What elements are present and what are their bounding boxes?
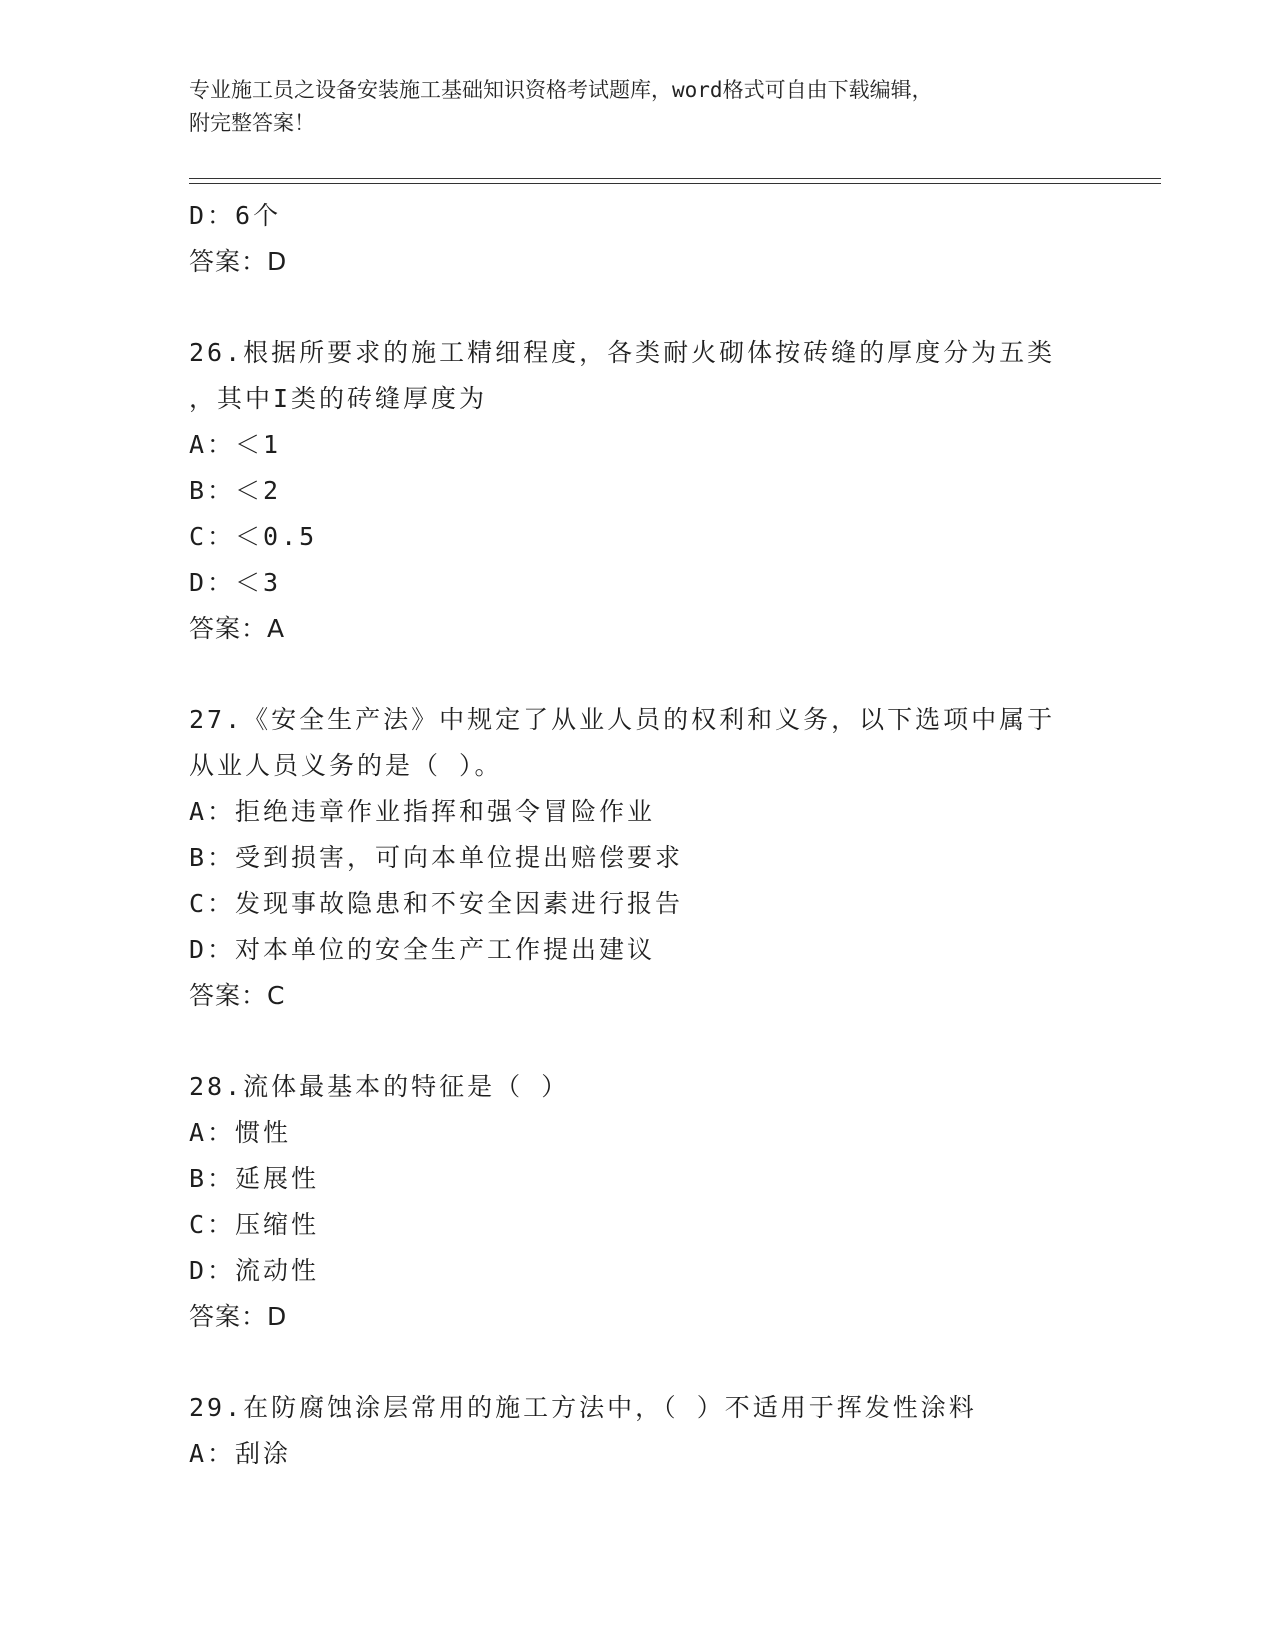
question-28-option-c: C：压缩性 <box>189 1210 320 1239</box>
question-27-option-b: B：受到损害，可向本单位提出赔偿要求 <box>189 843 684 872</box>
question-27-option-a: A：拒绝违章作业指挥和强令冒险作业 <box>189 797 656 826</box>
question-28-option-b: B：延展性 <box>189 1164 320 1193</box>
spacer <box>189 1340 1089 1385</box>
header-line-2: 附完整答案！ <box>189 111 315 135</box>
question-28-stem: 28.流体最基本的特征是（ ） <box>189 1072 570 1101</box>
question-26-option-c: C：＜0.5 <box>189 522 318 551</box>
question-27-stem-line-1: 27.《安全生产法》中规定了从业人员的权利和义务，以下选项中属于 <box>189 705 1056 734</box>
header-divider-bottom <box>189 183 1161 184</box>
spacer <box>189 652 1089 697</box>
question-26-stem-line-1: 26.根据所要求的施工精细程度，各类耐火砌体按砖缝的厚度分为五类 <box>189 338 1056 367</box>
header-line-1: 专业施工员之设备安装施工基础知识资格考试题库，word格式可自由下载编辑， <box>189 78 933 102</box>
question-26-option-b: B：＜2 <box>189 476 282 505</box>
question-26-stem-line-2: ，其中I类的砖缝厚度为 <box>189 384 488 413</box>
question-26-option-d: D：＜3 <box>189 568 282 597</box>
question-27-option-d: D：对本单位的安全生产工作提出建议 <box>189 935 656 964</box>
question-26-option-a: A：＜1 <box>189 430 282 459</box>
question-26-answer: 答案：A <box>189 614 286 643</box>
spacer <box>189 285 1089 330</box>
question-list <box>189 193 1089 1477</box>
document-header <box>189 74 1089 140</box>
question-28-option-a: A：惯性 <box>189 1118 292 1147</box>
option-d: D：6个 <box>189 201 282 230</box>
question-27-option-c: C：发现事故隐患和不安全因素进行报告 <box>189 889 684 918</box>
question-27-answer: 答案：C <box>189 981 286 1010</box>
header-divider-top <box>189 178 1161 179</box>
question-27-stem-line-2: 从业人员义务的是（ ）。 <box>189 751 503 780</box>
spacer <box>189 1019 1089 1064</box>
question-28-option-d: D：流动性 <box>189 1256 320 1285</box>
answer: 答案：D <box>189 247 288 276</box>
question-29-stem: 29.在防腐蚀涂层常用的施工方法中，（ ）不适用于挥发性涂料 <box>189 1393 977 1422</box>
question-29-option-a: A：刮涂 <box>189 1439 292 1468</box>
question-28-answer: 答案：D <box>189 1302 288 1331</box>
